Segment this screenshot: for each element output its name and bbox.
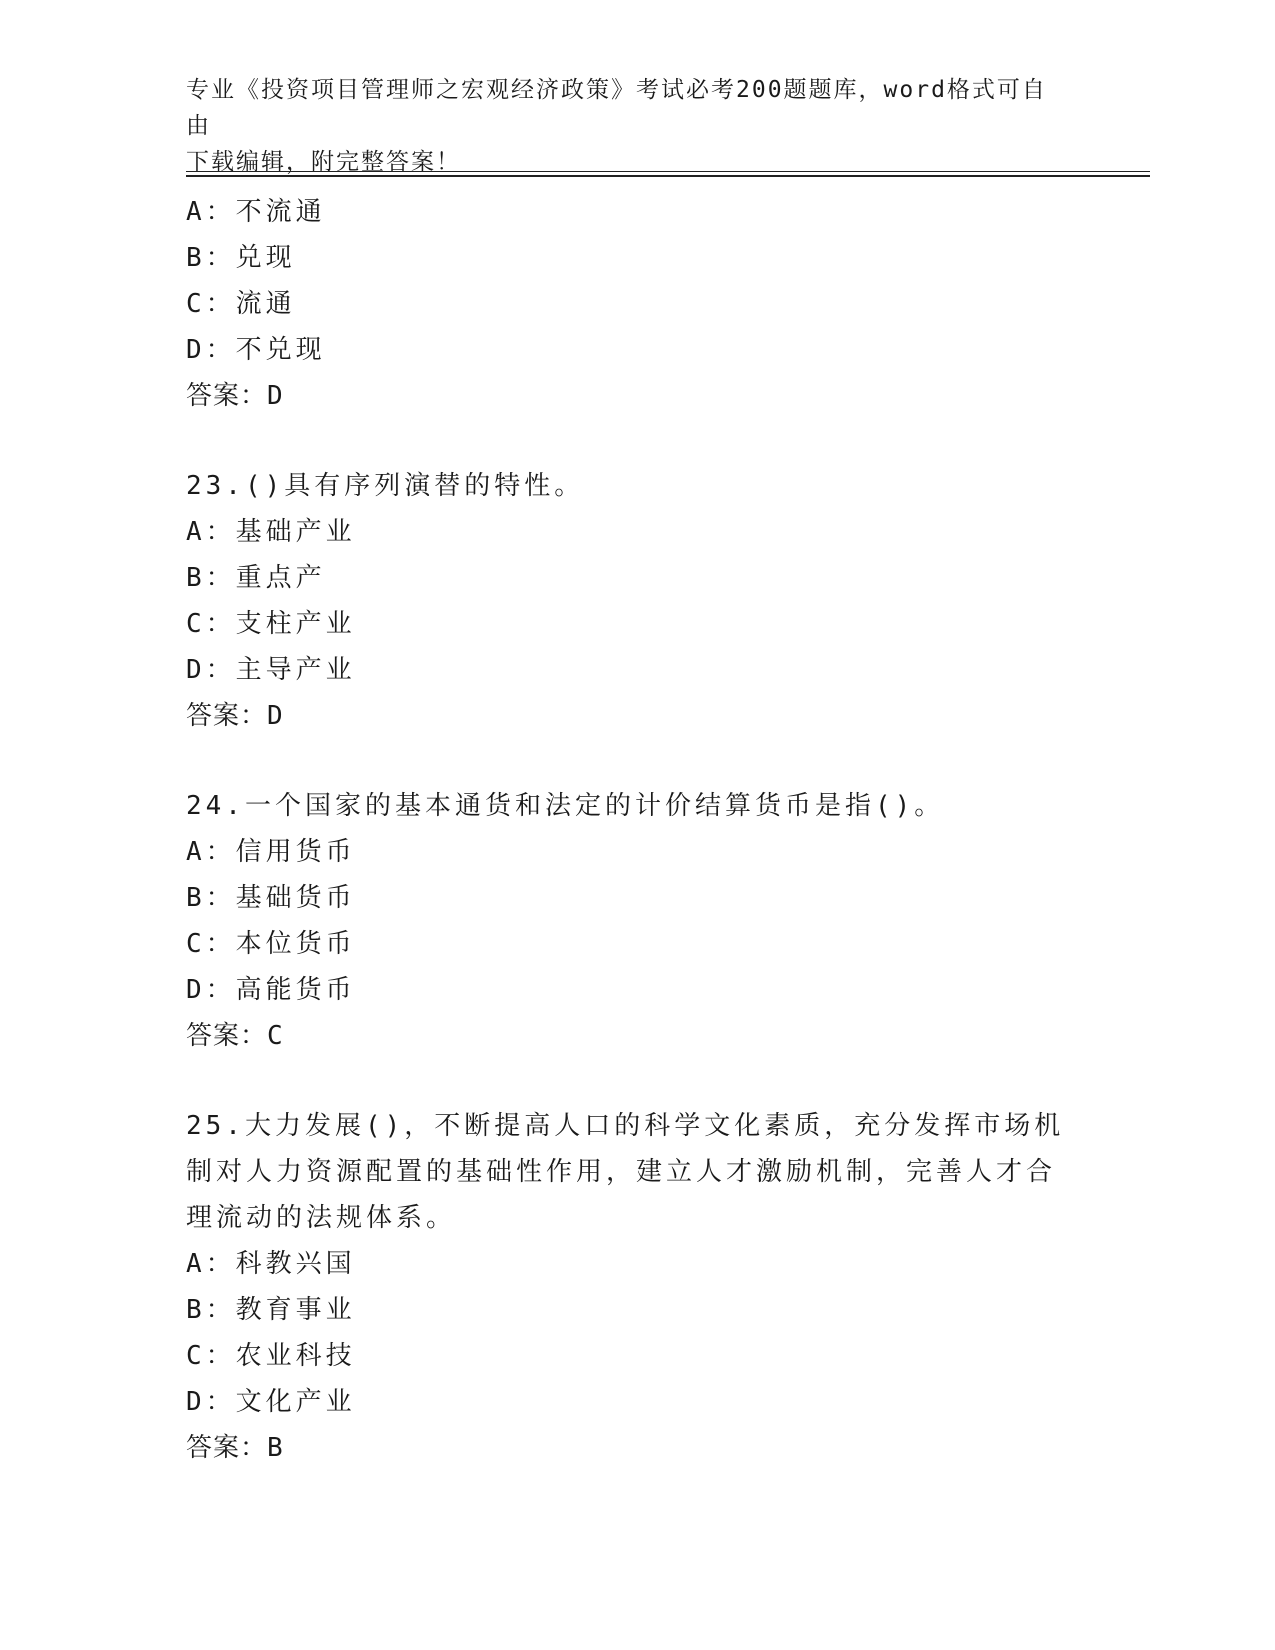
option-d: D：主导产业 — [186, 655, 356, 685]
option-c: C：支柱产业 — [186, 609, 356, 639]
question-block-23 — [186, 463, 1086, 739]
option-a: A：科教兴国 — [186, 1249, 356, 1279]
option-b: B：重点产 — [186, 563, 326, 593]
document-header — [186, 72, 1066, 180]
option-d: D：不兑现 — [186, 335, 326, 365]
answer-line: 答案：B — [186, 1433, 284, 1463]
header-line-2: 下载编辑，附完整答案！ — [186, 149, 461, 175]
option-c: C：农业科技 — [186, 1341, 356, 1371]
question-stem: 25.大力发展()，不断提高人口的科学文化素质，充分发挥市场机制对人力资源配置的基础性作用，建立人才激励机制，完善人才合理流动的法规体系。 — [186, 1111, 1065, 1233]
header-divider-thin — [186, 171, 1150, 172]
header-divider-thick — [186, 175, 1150, 177]
option-b: B：基础货币 — [186, 883, 356, 913]
question-block-22 — [186, 189, 1086, 419]
question-block-24 — [186, 783, 1086, 1059]
question-stem: 23.()具有序列演替的特性。 — [186, 471, 585, 501]
question-list — [186, 189, 1086, 1471]
question-stem: 24.一个国家的基本通货和法定的计价结算货币是指()。 — [186, 791, 945, 821]
question-block-25 — [186, 1103, 1086, 1471]
header-line-1: 专业《投资项目管理师之宏观经济政策》考试必考200题题库，word格式可自由 — [186, 77, 1047, 139]
option-d: D：文化产业 — [186, 1387, 356, 1417]
answer-line: 答案：D — [186, 701, 284, 731]
option-d: D：高能货币 — [186, 975, 356, 1005]
option-a: A：基础产业 — [186, 517, 356, 547]
option-b: B：兑现 — [186, 243, 296, 273]
option-a: A：信用货币 — [186, 837, 356, 867]
answer-line: 答案：D — [186, 381, 284, 411]
option-c: C：本位货币 — [186, 929, 356, 959]
option-c: C：流通 — [186, 289, 296, 319]
option-b: B：教育事业 — [186, 1295, 356, 1325]
option-a: A：不流通 — [186, 197, 326, 227]
answer-line: 答案：C — [186, 1021, 284, 1051]
